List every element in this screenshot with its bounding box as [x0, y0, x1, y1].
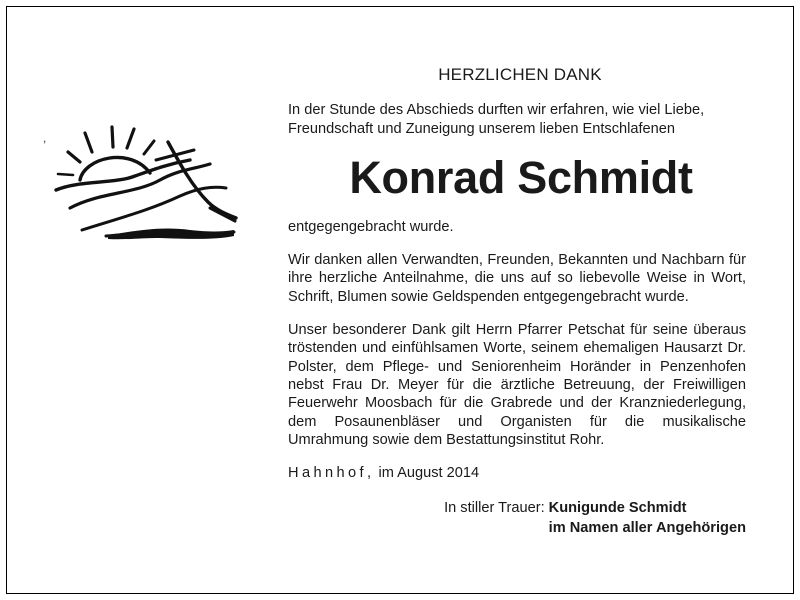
- after-name-text: entgegengebracht wurde.: [288, 218, 454, 235]
- place: Hahnhof,: [288, 465, 375, 482]
- sunset-cross-icon: [40, 118, 250, 253]
- mourner-name: Kunigunde Schmidt: [548, 500, 687, 517]
- stray-mark: ,: [43, 131, 47, 145]
- date: im August 2014: [378, 465, 480, 482]
- mourners-names: [549, 498, 746, 538]
- intro-text: In der Stunde des Abschieds durften wir erfahren, wie viel Liebe, Freundschaft und Zuneigung unserem lieben Entschlafenen: [288, 102, 705, 137]
- notice-heading: HERZLICHEN DANK: [438, 65, 602, 84]
- thanks-paragraph: Wir danken allen Verwandten, Freunden, Bekannten und Nachbarn für ihre herzliche Anteilnahme, die uns auf so liebevolle Weise in Wort, Schrift, Blumen sowie Geldspenden entgegengebracht wurde.: [288, 252, 746, 305]
- special-thanks-paragraph: Unser besonderer Dank gilt Herrn Pfarrer Petschat für seine überaus tröstenden und einfühlsamen Worte, seinem ehemaligen Hausarzt Dr. Polster, dem Pflege- und Seniorenheim Horänder in Penzenhofen nebst Frau Dr. Meyer für die ärztliche Betreuung, der Freiwilligen Feuerwehr Moosbach für die Grabrede und der Kranzniederlegung, dem Posaunenbläser und Organisten für die musikalische Umrahmung sowie dem Bestattungsinstitut Rohr.: [288, 322, 746, 448]
- mourners-block: [288, 499, 746, 538]
- mourner-family: im Namen aller Angehörigen: [548, 520, 746, 537]
- place-date: [288, 464, 746, 482]
- mourners-label: In stiller Trauer:: [444, 500, 545, 517]
- notice-content: [288, 66, 746, 538]
- deceased-name: Konrad Schmidt: [349, 151, 693, 203]
